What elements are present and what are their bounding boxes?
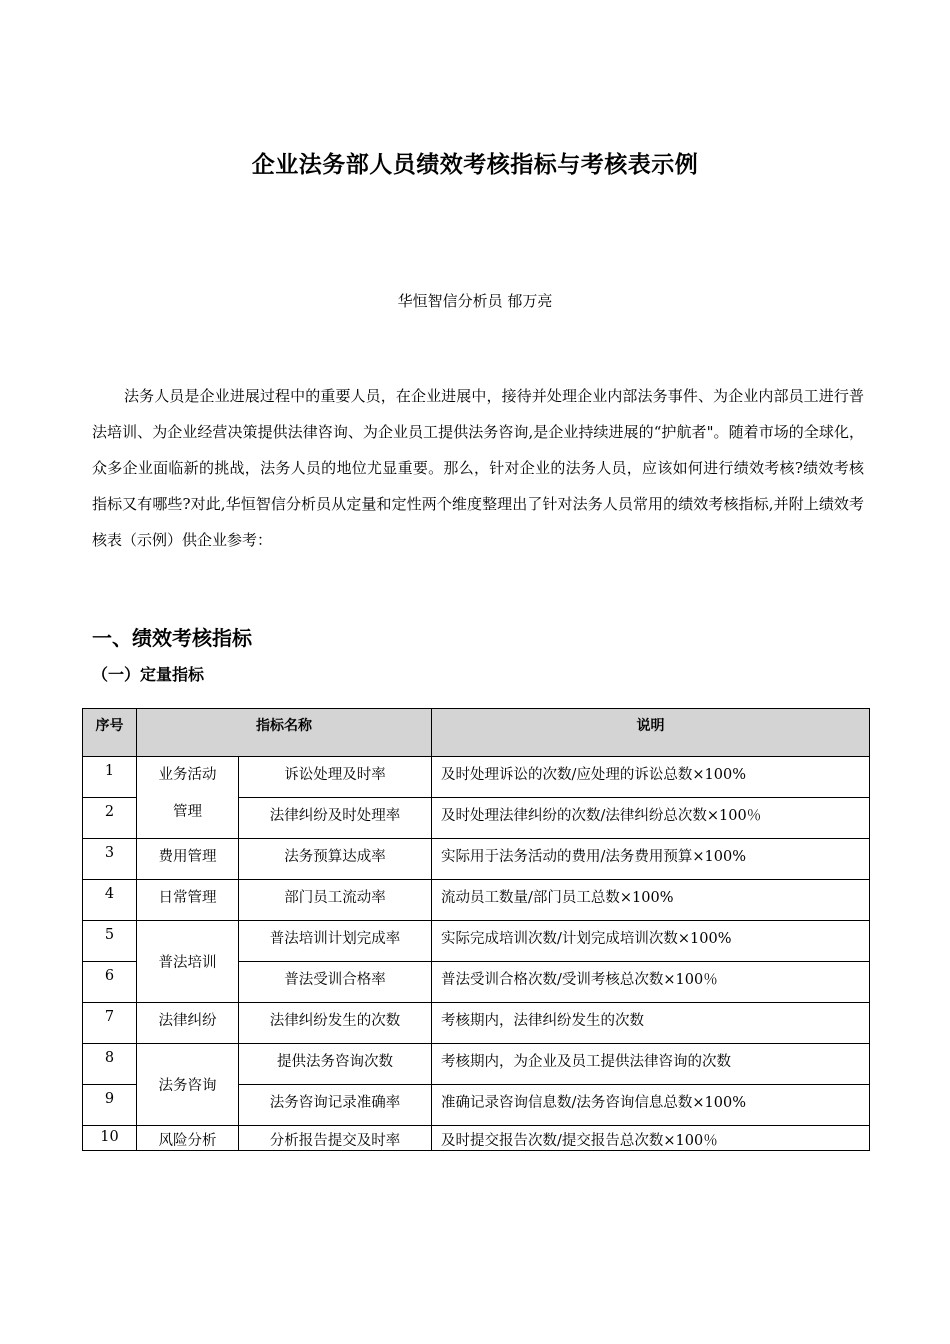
row-no: 1 [83,757,137,798]
row-no: 8 [83,1044,137,1085]
table-row [83,839,870,880]
row-no: 3 [83,839,137,880]
header-desc: 说明 [432,709,870,757]
row-category: 费用管理 [137,839,239,880]
table-header-row [83,709,870,757]
row-indicator: 法务咨询记录准确率 [239,1085,432,1126]
table-row [83,921,870,962]
row-indicator: 法务预算达成率 [239,839,432,880]
row-category: 法律纠纷 [137,1003,239,1044]
row-indicator: 提供法务咨询次数 [239,1044,432,1085]
section-heading: 一、绩效考核指标 [92,626,252,650]
intro-paragraph: 法务人员是企业进展过程中的重要人员，在企业进展中，接待并处理企业内部法务事件、为企业内部员工进行普法培训、为企业经营决策提供法律咨询、为企业员工提供法务咨询,是企业持续进展的“护航者"。随着市场的全球化，众多企业面临新的挑战，法务人员的地位尤显重要。那么，针对企业的法务人员，应该如何进行绩效考核?绩效考核指标又有哪些?对此,华恒智信分析员从定量和定性两个维度整理出了针对法务人员常用的绩效考核指标,并附上绩效考核表（示例）供企业参考： [92,387,864,549]
row-desc: 流动员工数量/部门员工总数×100% [432,880,870,921]
document-title: 企业法务部人员绩效考核指标与考核表示例 [251,152,699,178]
row-indicator: 诉讼处理及时率 [239,757,432,798]
table-row [83,1044,870,1085]
table-row [83,1126,870,1151]
header-no: 序号 [83,709,137,757]
row-category: 日常管理 [137,880,239,921]
row-indicator: 法律纠纷及时处理率 [239,798,432,839]
row-category: 风险分析 [137,1126,239,1151]
row-no: 10 [83,1126,137,1151]
subsection-heading: （一）定量指标 [92,665,205,684]
row-indicator: 普法受训合格率 [239,962,432,1003]
row-category: 法务咨询 [137,1044,239,1126]
row-no: 5 [83,921,137,962]
row-no: 7 [83,1003,137,1044]
row-desc: 及时提交报告次数/提交报告总次数×100％ [432,1126,870,1151]
row-category: 业务活动 管理 [137,757,239,839]
document-author: 华恒智信分析员 郁万亮 [397,292,553,310]
row-indicator: 法律纠纷发生的次数 [239,1003,432,1044]
table-row [83,1003,870,1044]
row-category: 普法培训 [137,921,239,1003]
row-desc: 考核期内，法律纠纷发生的次数 [432,1003,870,1044]
row-desc: 准确记录咨询信息数/法务咨询信息总数×100% [432,1085,870,1126]
row-indicator: 普法培训计划完成率 [239,921,432,962]
row-desc: 实际完成培训次数/计划完成培训次数×100% [432,921,870,962]
row-indicator: 分析报告提交及时率 [239,1126,432,1151]
row-no: 4 [83,880,137,921]
row-desc: 及时处理诉讼的次数/应处理的诉讼总数×100% [432,757,870,798]
row-indicator: 部门员工流动率 [239,880,432,921]
row-desc: 考核期内，为企业及员工提供法律咨询的次数 [432,1044,870,1085]
row-no: 2 [83,798,137,839]
kpi-table [82,708,870,1151]
row-no: 6 [83,962,137,1003]
table-row [83,757,870,798]
row-desc: 实际用于法务活动的费用/法务费用预算×100% [432,839,870,880]
row-desc: 普法受训合格次数/受训考核总次数×100％ [432,962,870,1003]
header-indicator: 指标名称 [137,709,432,757]
row-no: 9 [83,1085,137,1126]
table-row [83,880,870,921]
row-desc: 及时处理法律纠纷的次数/法律纠纷总次数×100％ [432,798,870,839]
